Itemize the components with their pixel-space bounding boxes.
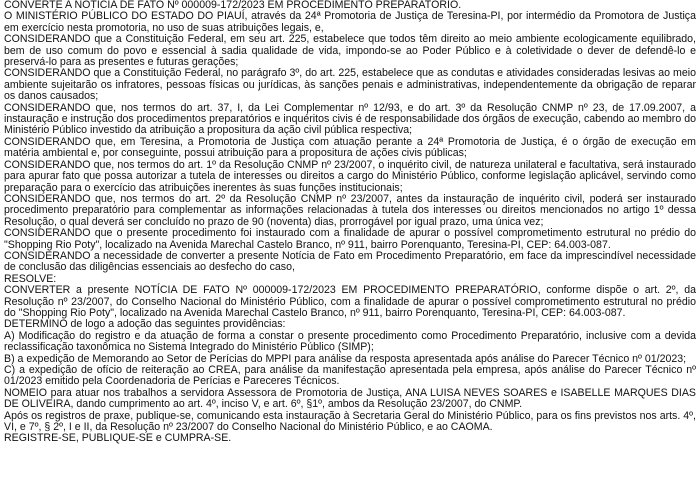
determino-paragraph: DETERMINO de logo a adoção das seguintes providências: (4, 318, 286, 331)
considerando-paragraph: CONSIDERANDO que, nos termos do art. 2º da Resolução CNMP nº 23/2007, antes da instauração de inquérito civil, poderá ser instaurado procedimento preparatório para complementar as informações relacionadas à tutela dos interesses ou direitos mencionados no artigo 1º dessa Resolução, o qual deverá ser concluído no prazo de 90 (noventa) dias, prorrogável por igual prazo, uma única vez; (4, 192, 696, 228)
resolve-heading: RESOLVE: (4, 272, 57, 285)
document-title: CONVERTE A NOTÍCIA DE FATO Nº 000009-172/2023 EM PROCEDIMENTO PREPARATÓRIO. (4, 0, 462, 11)
provision-item: A) Modificação do registro e da atuação de forma a constar o presente procedimento como Procedimento Preparatório, inclusive com a devida reclassificação taxonômica no Sistema Integrado do Ministério Público (SIMP); (4, 329, 696, 354)
considerando-paragraph: CONSIDERANDO a necessidade de converter a presente Notícia de Fato em Procedimento Preparatório, em face da imprescindível necessidade de conclusão das diligências essenciais ao desfecho do caso, (4, 249, 696, 274)
provision-item: C) a expedição de ofício de reiteração ao CREA, para análise da manifestação apresentada pela empresa, após análise do Parecer Técnico nº 01/2023 emitido pela Coordenadoria de Perícias e Pareceres Técnicos. (4, 364, 696, 388)
considerando-paragraph: CONSIDERANDO que, nos termos do art. 1º da Resolução CNMP nº 23/2007, o inquérito civil, de natureza unilateral e facultativa, será instaurado para apurar fato que possa autorizar a tutela de interesses ou direitos a cargo do Ministério Público, conforme legislação aplicável, servindo como preparação para o exercício das atribuições inerentes às suas funções institucionais; (4, 158, 696, 194)
considerando-paragraph: CONSIDERANDO que, nos termos do art. 37, I, da Lei Complementar nº 12/93, e do art. 3º da Resolução CNMP nº 23, de 17.09.2007, a instauração e instrução dos procedimentos preparatórios e inquéritos civis é de responsabilidade dos órgãos de execução, cabendo ao membro do Ministério Público investido da atribuição a propositura da ação civil pública respectiva; (4, 101, 696, 137)
considerando-paragraph: CONSIDERANDO que a Constituição Federal, em seu art. 225, estabelece que todos têm direito ao meio ambiente ecologicamente equilibrado, bem de uso comum do povo e essencial à sadia qualidade de vida, impondo-se ao Poder Público e à coletividade o dever de defendê-lo e preservá-lo para as presentes e futuras gerações; (4, 33, 696, 69)
closing-line: REGISTRE-SE, PUBLIQUE-SE e CUMPRA-SE. (4, 432, 232, 445)
publication-paragraph: Após os registros de praxe, publique-se, comunicando esta instauração à Secretaria Geral do Ministério Público, para os fins previstos nos arts. 4º, VI, e 7º, § 2º, I e II, da Resolução nº 23/2007 do Conselho Nacional do Ministério Público, e ao CAOMA. (4, 409, 696, 434)
provision-item: B) a expedição de Memorando ao Setor de Perícias do MPPI para análise da resposta apresentada após análise do Parecer Técnico nº 01/2023; (4, 352, 687, 365)
preamble-paragraph: O MINISTÉRIO PÚBLICO DO ESTADO DO PIAUÍ, através da 24ª Promotoria de Justiça de Teresina-PI, por intermédio da Promotora de Justiça em exercício nesta promotoria, no uso de suas atribuições legais, e, (4, 10, 696, 34)
nomeio-paragraph: NOMEIO para atuar nos trabalhos a servidora Assessora de Promotoria de Justiça, ANA LUISA NEVES SOARES e ISABELLE MARQUES DIAS DE OLIVEIRA, dando cumprimento ao art. 4º, inciso V, e art. 6º, §1º, ambos da Resolução 23/2007, do CNMP. (4, 386, 696, 411)
considerando-paragraph: CONSIDERANDO que a Constituição Federal, no parágrafo 3º, do art. 225, estabelece que as condutas e atividades consideradas lesivas ao meio ambiente sujeitarão os infratores, pessoas físicas ou jurídicas, às sanções penais e administrativas, independentemente da obrigação de reparar os danos causados; (4, 67, 696, 103)
converter-paragraph: CONVERTER a presente NOTÍCIA DE FATO Nº 000009-172/2023 EM PROCEDIMENTO PREPARATÓRIO, conforme dispõe o art. 2º, da Resolução nº 23/2007, do Conselho Nacional do Ministério Público, com a finalidade de apurar o possível comprometimento estrutural no prédio do "Shopping Rio Poty", localizado na Avenida Marechal Castelo Branco, nº 911, bairro Porenquanto, Teresina-PI, CEP: 64.003-087. (4, 284, 696, 319)
considerando-paragraph: CONSIDERANDO que o presente procedimento foi instaurado com a finalidade de apurar o possível comprometimento estrutural no prédio do "Shopping Rio Poty", localizado na Avenida Marechal Castelo Branco, nº 911, bairro Porenquanto, Teresina-PI, CEP: 64.003-087. (4, 227, 696, 251)
considerando-paragraph: CONSIDERANDO que, em Teresina, a Promotoria de Justiça com atuação perante a 24ª Promotoria de Justiça, é o órgão de execução em matéria ambiental e, por conseguinte, possui atribuição para a propositura de ações civis públicas; (4, 135, 696, 160)
